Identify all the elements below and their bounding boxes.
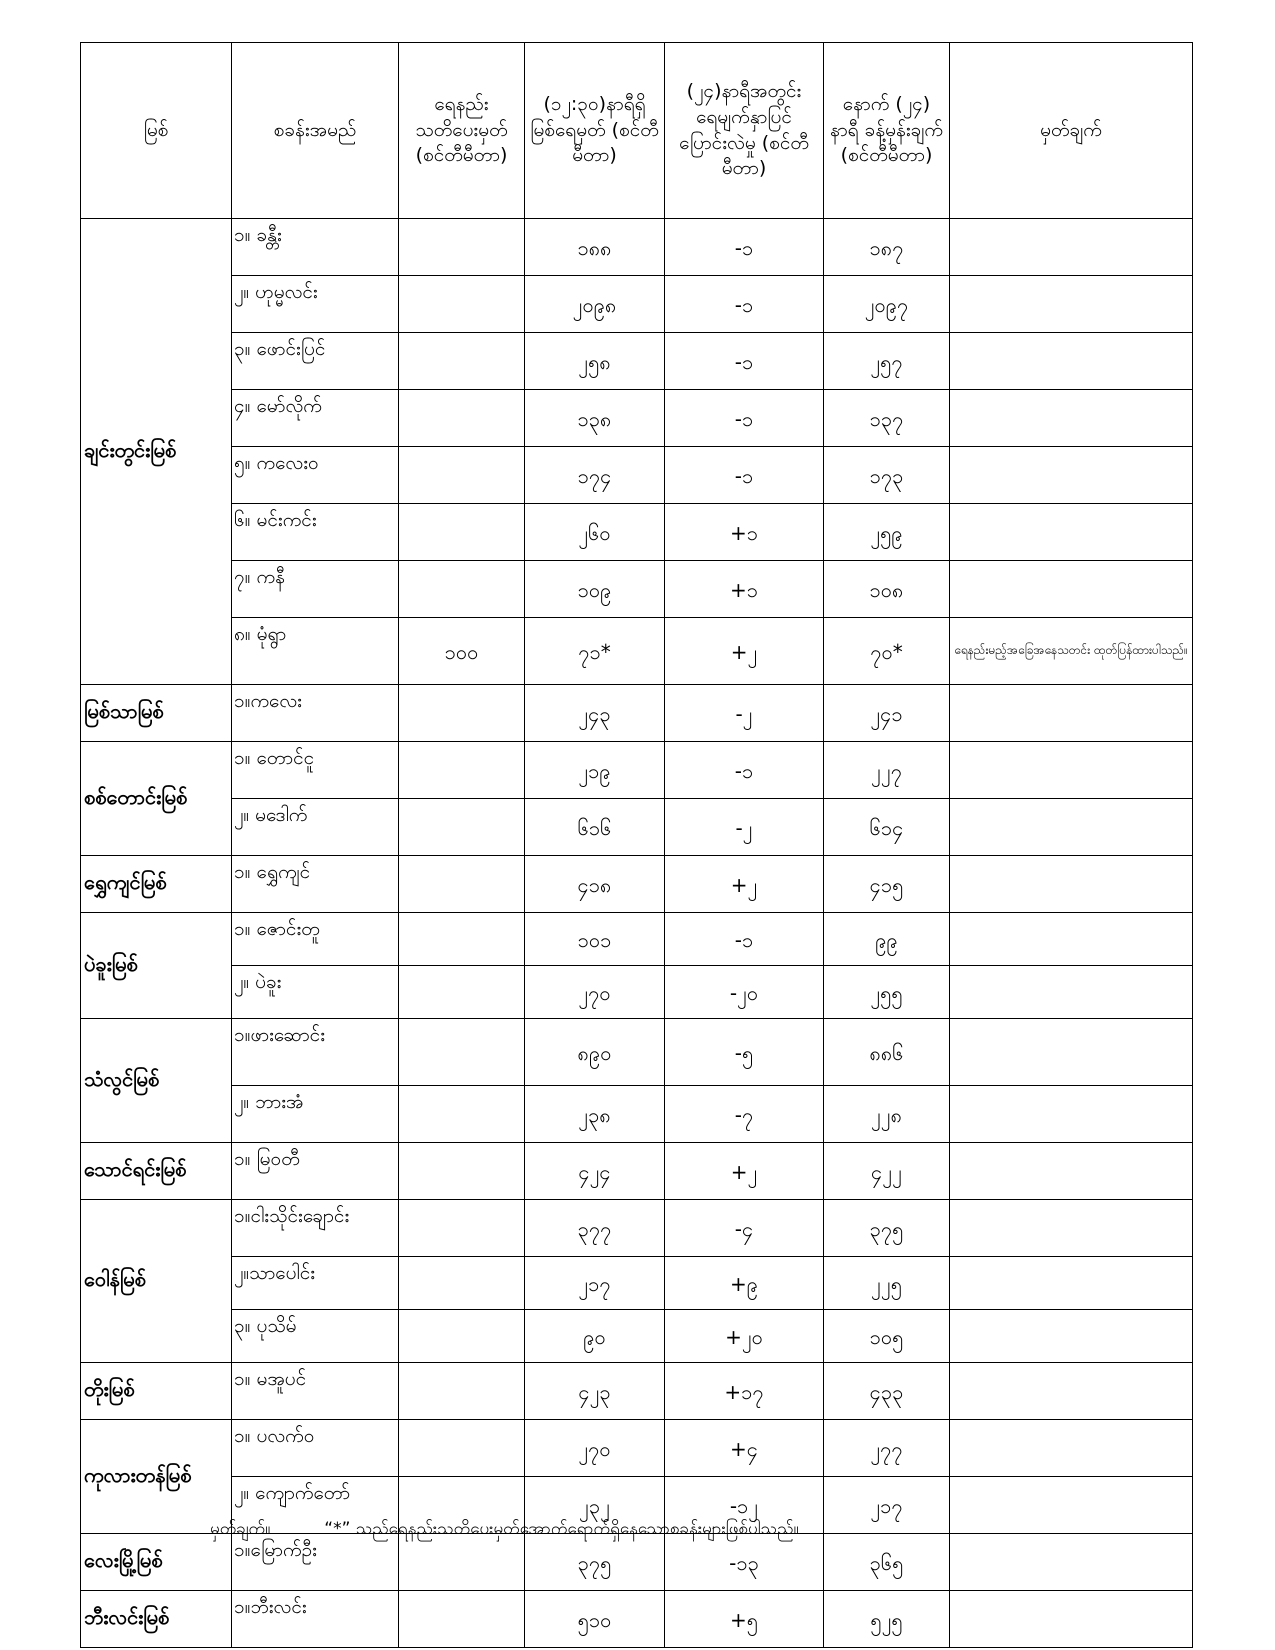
water-level: ၁၀၁ xyxy=(525,913,665,966)
level-change: -၂၀ xyxy=(665,966,824,1019)
station-name: ၁။ ပလက်ဝ xyxy=(232,1420,399,1477)
water-level: ၁၈၈ xyxy=(525,219,665,276)
warning-level xyxy=(399,1363,525,1420)
level-change: -၁၃ xyxy=(665,1534,824,1591)
water-level: ၂၆၀ xyxy=(525,504,665,561)
level-change: -၄ xyxy=(665,1200,824,1257)
footnote-text: “*” သည်ရေနည်းသတိပေးမှတ်အောက်ရောက်ရှိနေသောစခန်းများဖြစ်ပါသည်။ xyxy=(324,1519,799,1539)
forecast-level: ၃၆၅ xyxy=(824,1534,950,1591)
warning-level xyxy=(399,913,525,966)
remark: ရေနည်းမည့်အခြေအနေသတင်း ထုတ်ပြန်ထားပါသည်။ xyxy=(950,618,1193,685)
table-row xyxy=(81,276,1193,333)
remark xyxy=(950,1143,1193,1200)
table-row xyxy=(81,742,1193,799)
table-row xyxy=(81,1310,1193,1363)
river-name: ကုလားတန်မြစ် xyxy=(81,1420,232,1534)
table-row xyxy=(81,333,1193,390)
warning-level xyxy=(399,742,525,799)
forecast-level: ၂၂၅ xyxy=(824,1257,950,1310)
river-name: စစ်တောင်းမြစ် xyxy=(81,742,232,856)
level-change: -၇ xyxy=(665,1086,824,1143)
table-row xyxy=(81,1143,1193,1200)
forecast-level: ၂၇၇ xyxy=(824,1420,950,1477)
water-level: ၄၂၃ xyxy=(525,1363,665,1420)
warning-level xyxy=(399,219,525,276)
station-name: ၆။ မင်းကင်း xyxy=(232,504,399,561)
warning-level: ၁၀၀ xyxy=(399,618,525,685)
station-name: ၂။ ပဲခူး xyxy=(232,966,399,1019)
table-row xyxy=(81,1200,1193,1257)
remark xyxy=(950,1591,1193,1648)
table-row xyxy=(81,504,1193,561)
station-name: ၁။ငါးသိုင်းချောင်း xyxy=(232,1200,399,1257)
station-name: ၁။မြောက်ဦး xyxy=(232,1534,399,1591)
station-name: ၃။ ပုသိမ် xyxy=(232,1310,399,1363)
river-name: ပဲခူးမြစ် xyxy=(81,913,232,1019)
level-change: -၅ xyxy=(665,1019,824,1086)
station-name: ၁။ တောင်ငူ xyxy=(232,742,399,799)
table-row xyxy=(81,685,1193,742)
remark xyxy=(950,1086,1193,1143)
forecast-level: ၄၂၂ xyxy=(824,1143,950,1200)
level-change: +၂ xyxy=(665,856,824,913)
water-level: ၄၂၄ xyxy=(525,1143,665,1200)
forecast-level: ၆၁၄ xyxy=(824,799,950,856)
level-change: -၁ xyxy=(665,390,824,447)
remark xyxy=(950,799,1193,856)
warning-level xyxy=(399,333,525,390)
station-name: ၈။ မုံရွာ xyxy=(232,618,399,685)
river-name: ဝေါန်မြစ် xyxy=(81,1200,232,1363)
remark xyxy=(950,685,1193,742)
warning-level xyxy=(399,1310,525,1363)
header-station: စခန်းအမည် xyxy=(232,43,399,219)
station-name: ၁။ဖားဆောင်း xyxy=(232,1019,399,1086)
warning-level xyxy=(399,1019,525,1086)
warning-level xyxy=(399,966,525,1019)
river-name: ရွှေကျင်မြစ် xyxy=(81,856,232,913)
water-level: ၂၇၀ xyxy=(525,966,665,1019)
river-name: ချင်းတွင်းမြစ် xyxy=(81,219,232,685)
forecast-level: ၁၃၇ xyxy=(824,390,950,447)
table-row xyxy=(81,1086,1193,1143)
header-level-1230: (၁၂:၃၀)နာရီရှိ မြစ်ရေမှတ် (စင်တီမီတာ) xyxy=(525,43,665,219)
forecast-level: ၂၁၇ xyxy=(824,1477,950,1534)
station-name: ၅။ ကလေးဝ xyxy=(232,447,399,504)
remark xyxy=(950,504,1193,561)
remark xyxy=(950,1420,1193,1477)
level-change: -၁ xyxy=(665,742,824,799)
river-name: ဘီးလင်းမြစ် xyxy=(81,1591,232,1648)
station-name: ၂။သာပေါင်း xyxy=(232,1257,399,1310)
water-level: ၇၁* xyxy=(525,618,665,685)
remark xyxy=(950,1257,1193,1310)
station-name: ၂။ ဘားအံ xyxy=(232,1086,399,1143)
table-row xyxy=(81,447,1193,504)
station-name: ၂။ ဟုမ္မလင်း xyxy=(232,276,399,333)
water-level: ၂၁၉ xyxy=(525,742,665,799)
remark xyxy=(950,856,1193,913)
forecast-level: ၂၂၈ xyxy=(824,1086,950,1143)
warning-level xyxy=(399,447,525,504)
station-name: ၁။ ရွှေကျင် xyxy=(232,856,399,913)
warning-level xyxy=(399,1086,525,1143)
level-change: -၂ xyxy=(665,799,824,856)
forecast-level: ၁၀၅ xyxy=(824,1310,950,1363)
level-change: +၂ xyxy=(665,618,824,685)
water-level: ၂၁၇ xyxy=(525,1257,665,1310)
remark xyxy=(950,276,1193,333)
forecast-level: ၄၃၃ xyxy=(824,1363,950,1420)
footnote-label: မှတ်ချက်။ xyxy=(210,1519,271,1539)
water-level: ၂၃၂ xyxy=(525,1477,665,1534)
level-change: +၄ xyxy=(665,1420,824,1477)
header-river: မြစ် xyxy=(81,43,232,219)
table-row xyxy=(81,966,1193,1019)
table-row xyxy=(81,618,1193,685)
forecast-level: ၁၇၃ xyxy=(824,447,950,504)
forecast-level: ၂၄၁ xyxy=(824,685,950,742)
warning-level xyxy=(399,561,525,618)
warning-level xyxy=(399,390,525,447)
warning-level xyxy=(399,685,525,742)
forecast-level: ၄၁၅ xyxy=(824,856,950,913)
header-change-24h: (၂၄)နာရီအတွင်း ရေမျက်နှာပြင် ပြောင်းလဲမှု (စင်တီမီတာ) xyxy=(665,43,824,219)
water-level: ၂၀၉၈ xyxy=(525,276,665,333)
station-name: ၂။ မဒေါက် xyxy=(232,799,399,856)
forecast-level: ၂၅၉ xyxy=(824,504,950,561)
remark xyxy=(950,1310,1193,1363)
forecast-level: ၈၈၆ xyxy=(824,1019,950,1086)
forecast-level: ၂၀၉၇ xyxy=(824,276,950,333)
river-name: တိုးမြစ် xyxy=(81,1363,232,1420)
remark xyxy=(950,742,1193,799)
table-row xyxy=(81,856,1193,913)
warning-level xyxy=(399,276,525,333)
water-level: ၂၃၈ xyxy=(525,1086,665,1143)
river-name: မြစ်သာမြစ် xyxy=(81,685,232,742)
table-row xyxy=(81,1257,1193,1310)
table-row xyxy=(81,561,1193,618)
header-row xyxy=(81,43,1193,219)
forecast-level: ၅၂၅ xyxy=(824,1591,950,1648)
table-row xyxy=(81,1591,1193,1648)
station-name: ၂။ ကျောက်တော် xyxy=(232,1477,399,1534)
forecast-level: ၃၇၅ xyxy=(824,1200,950,1257)
warning-level xyxy=(399,1143,525,1200)
remark xyxy=(950,1200,1193,1257)
remark xyxy=(950,333,1193,390)
river-name: လေးမြို့မြစ် xyxy=(81,1534,232,1591)
table-row xyxy=(81,913,1193,966)
forecast-level: ၂၅၇ xyxy=(824,333,950,390)
level-change: -၁ xyxy=(665,333,824,390)
forecast-level: ၁၈၇ xyxy=(824,219,950,276)
table-row xyxy=(81,1420,1193,1477)
level-change: -၂ xyxy=(665,685,824,742)
water-level: ၂၄၃ xyxy=(525,685,665,742)
forecast-level: ၉၉ xyxy=(824,913,950,966)
warning-level xyxy=(399,1420,525,1477)
remark xyxy=(950,561,1193,618)
warning-level xyxy=(399,1591,525,1648)
forecast-level: ၂၂၇ xyxy=(824,742,950,799)
station-name: ၄။ မော်လိုက် xyxy=(232,390,399,447)
water-level: ၁၀၉ xyxy=(525,561,665,618)
warning-level xyxy=(399,504,525,561)
warning-level xyxy=(399,1200,525,1257)
level-change: +၁၇ xyxy=(665,1363,824,1420)
forecast-level: ၇၀* xyxy=(824,618,950,685)
warning-level xyxy=(399,1257,525,1310)
remark xyxy=(950,447,1193,504)
river-level-table xyxy=(80,42,1193,1648)
remark xyxy=(950,1019,1193,1086)
station-name: ၃။ ဖောင်းပြင် xyxy=(232,333,399,390)
station-name: ၁။ ခန္တီး xyxy=(232,219,399,276)
remark xyxy=(950,913,1193,966)
station-name: ၁။ ဇောင်းတူ xyxy=(232,913,399,966)
level-change: -၁ xyxy=(665,913,824,966)
remark xyxy=(950,390,1193,447)
water-level: ၃၇၅ xyxy=(525,1534,665,1591)
water-level: ၄၁၈ xyxy=(525,856,665,913)
level-change: +၂၀ xyxy=(665,1310,824,1363)
header-remarks: မှတ်ချက် xyxy=(950,43,1193,219)
table-row xyxy=(81,1363,1193,1420)
footnote xyxy=(210,1518,799,1543)
forecast-level: ၂၅၅ xyxy=(824,966,950,1019)
station-name: ၁။ မအူပင် xyxy=(232,1363,399,1420)
remark xyxy=(950,1534,1193,1591)
warning-level xyxy=(399,856,525,913)
level-change: +၂ xyxy=(665,1143,824,1200)
water-level: ၃၇၇ xyxy=(525,1200,665,1257)
level-change: -၁ xyxy=(665,219,824,276)
level-change: -၁ xyxy=(665,447,824,504)
table-row xyxy=(81,390,1193,447)
table-row xyxy=(81,1019,1193,1086)
water-level: ၈၉၀ xyxy=(525,1019,665,1086)
table-row xyxy=(81,219,1193,276)
station-name: ၁။ကလေး xyxy=(232,685,399,742)
level-change: -၁၂ xyxy=(665,1477,824,1534)
forecast-level: ၁၀၈ xyxy=(824,561,950,618)
remark xyxy=(950,966,1193,1019)
level-change: +၁ xyxy=(665,504,824,561)
station-name: ၇။ ကနီ xyxy=(232,561,399,618)
water-level: ၉၀ xyxy=(525,1310,665,1363)
level-change: +၉ xyxy=(665,1257,824,1310)
remark xyxy=(950,1363,1193,1420)
warning-level xyxy=(399,799,525,856)
table-body xyxy=(81,219,1193,1648)
water-level: ၂၅၈ xyxy=(525,333,665,390)
river-name: သောင်ရင်းမြစ် xyxy=(81,1143,232,1200)
water-level: ၂၇၀ xyxy=(525,1420,665,1477)
station-name: ၁။ဘီးလင်း xyxy=(232,1591,399,1648)
remark xyxy=(950,1477,1193,1534)
water-level: ၆၁၆ xyxy=(525,799,665,856)
water-level: ၅၁၀ xyxy=(525,1591,665,1648)
level-change: -၁ xyxy=(665,276,824,333)
header-danger-level: ရေနည်း သတိပေးမှတ် (စင်တီမီတာ) xyxy=(399,43,525,219)
station-name: ၁။ မြဝတီ xyxy=(232,1143,399,1200)
level-change: +၁ xyxy=(665,561,824,618)
table-row xyxy=(81,799,1193,856)
header-forecast-24h: နောက် (၂၄) နာရီ ခန့်မှန်းချက် (စင်တီမီတာ) xyxy=(824,43,950,219)
water-level: ၁၇၄ xyxy=(525,447,665,504)
water-level: ၁၃၈ xyxy=(525,390,665,447)
level-change: +၅ xyxy=(665,1591,824,1648)
remark xyxy=(950,219,1193,276)
river-name: သံလွင်မြစ် xyxy=(81,1019,232,1143)
